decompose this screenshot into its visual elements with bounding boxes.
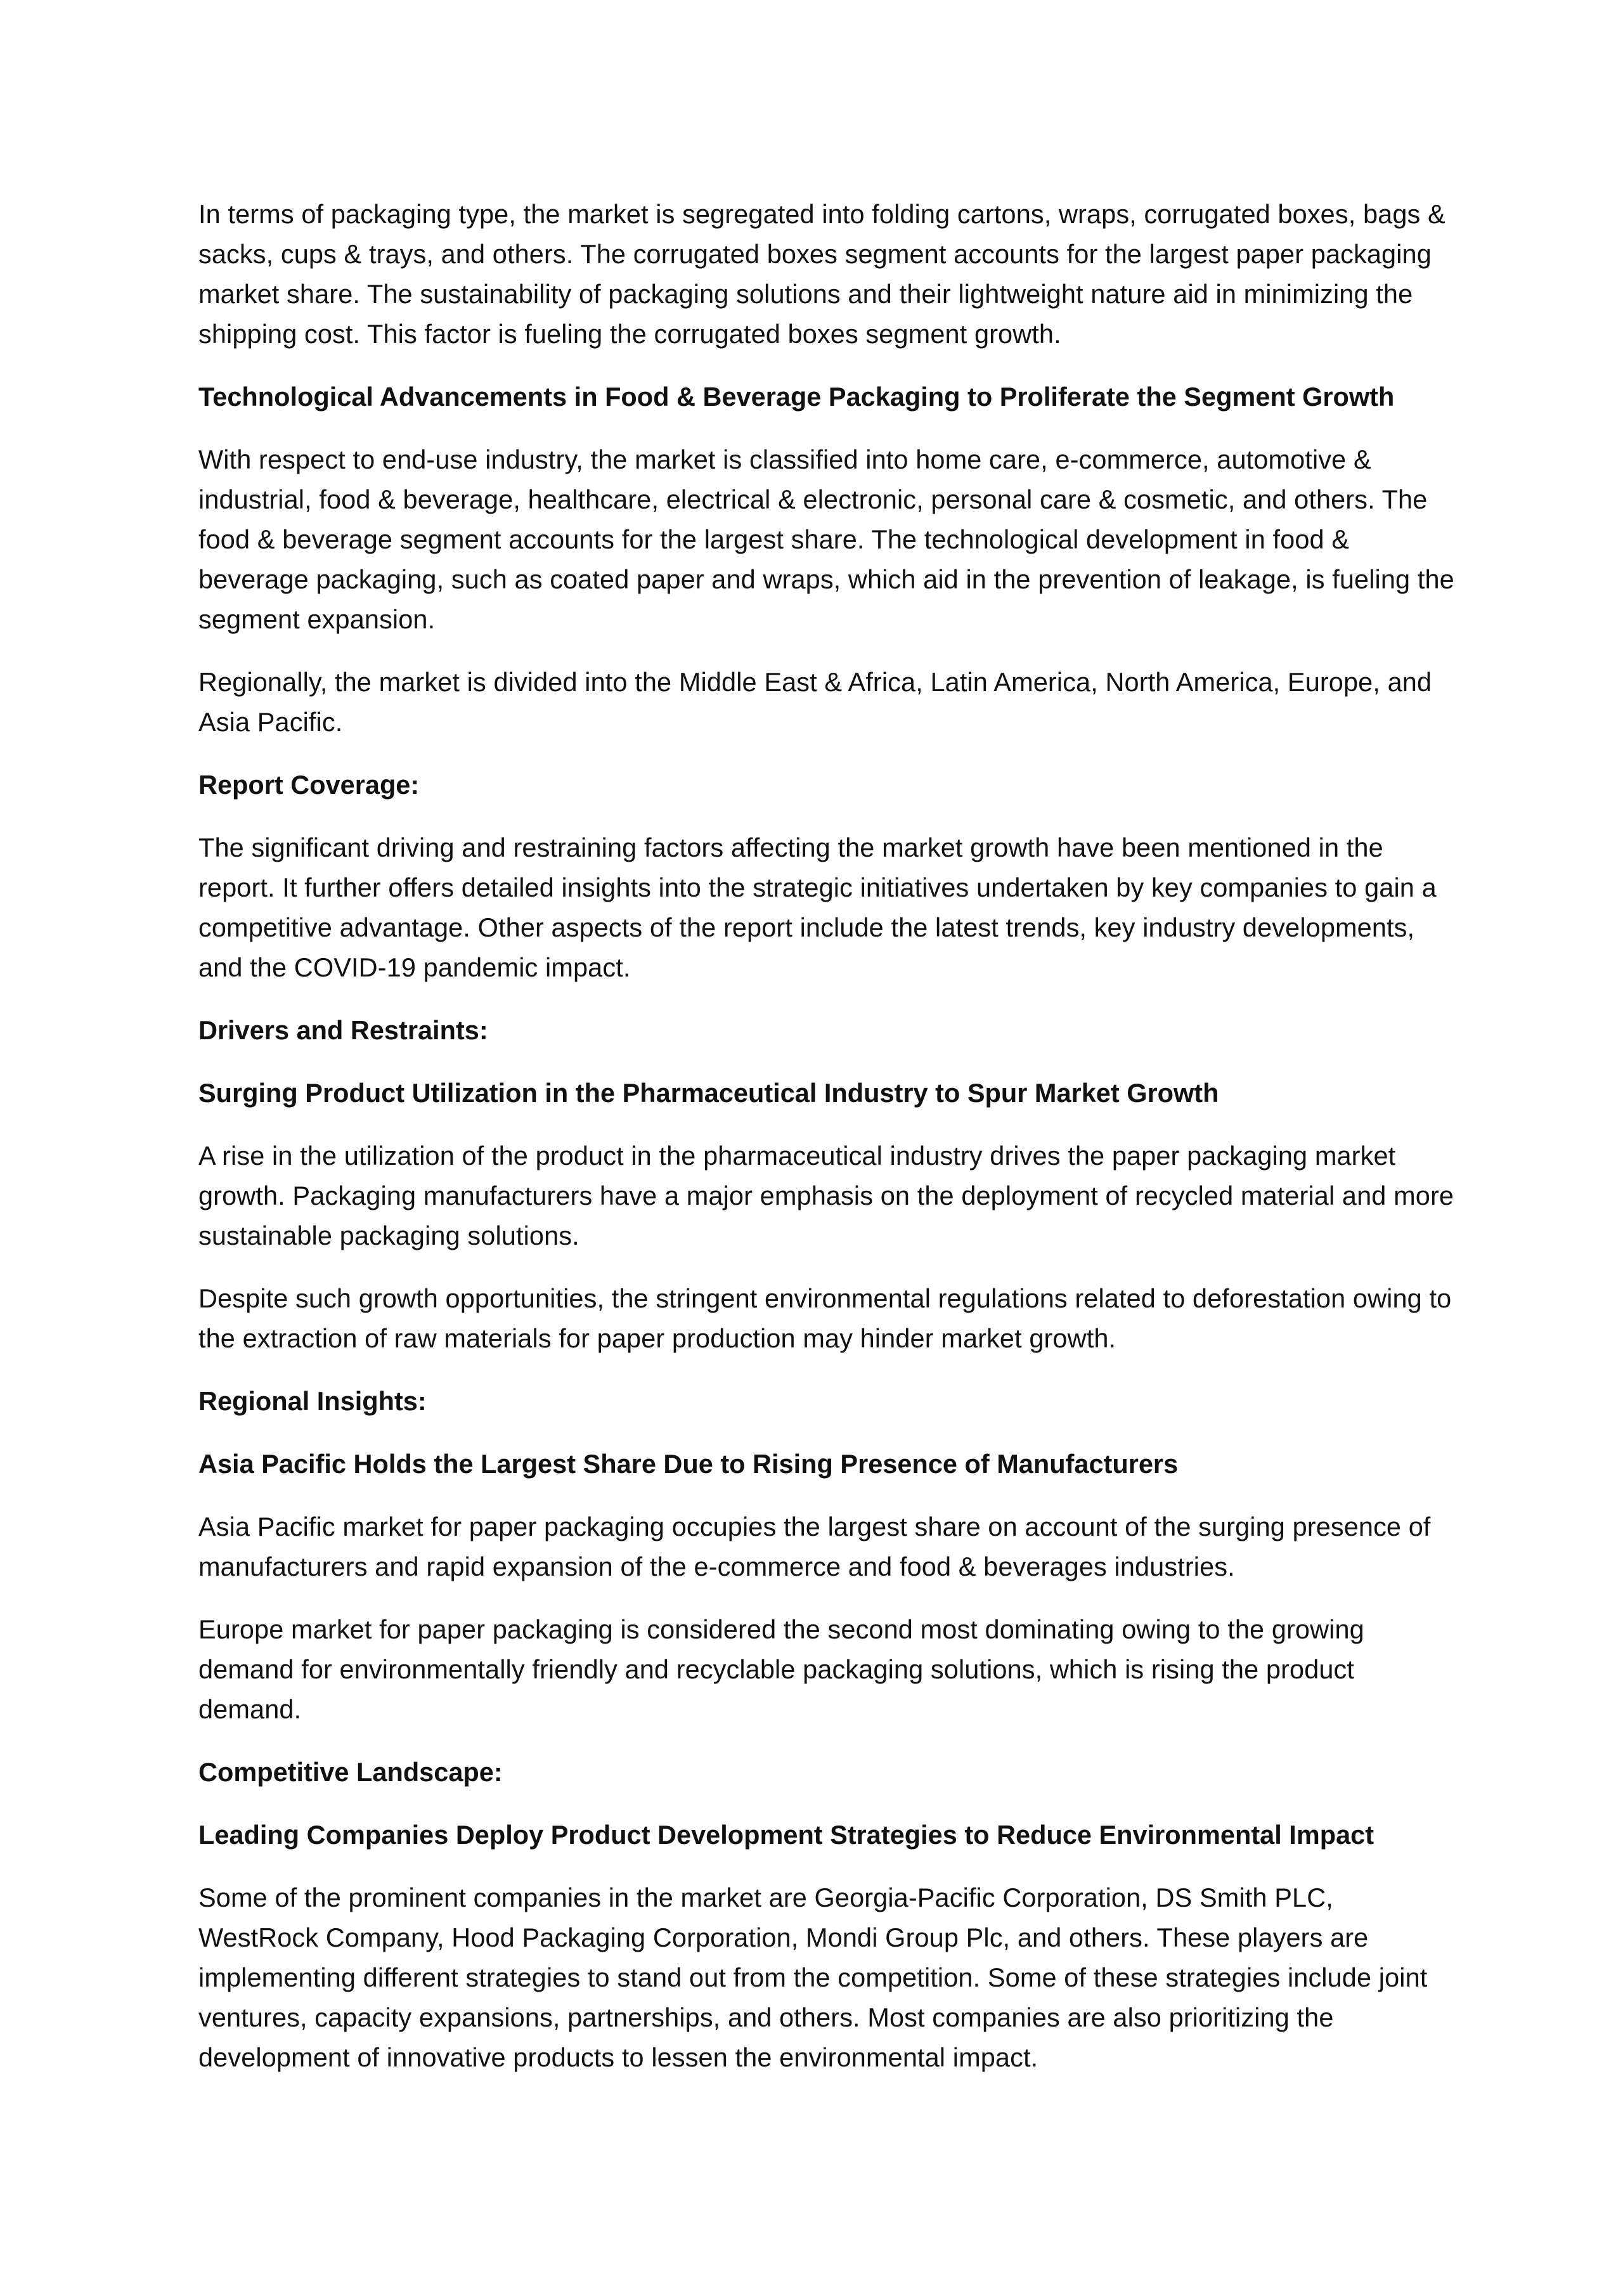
leading-companies-heading: Leading Companies Deploy Product Development Strategies to Reduce Environmental Impact bbox=[198, 1820, 1374, 1850]
prominent-companies-paragraph: Some of the prominent companies in the market are Georgia-Pacific Corporation, DS Smith PLC, WestRock Company, Hood Packaging Corporation, Mondi Group Plc, and others. These players are implementing different strategies to stand out from the competition. Some of these strategies include joint ventures, capacity expansions, partnerships, and others. Most companies are also prioritizing the development of innovative products to lessen the environmental impact. bbox=[198, 1883, 1428, 2072]
drivers-restraints-heading: Drivers and Restraints: bbox=[198, 1015, 488, 1045]
restraints-paragraph: Despite such growth opportunities, the stringent environmental regulations related to deforestation owing to the extraction of raw materials for paper production may hinder market growth. bbox=[198, 1283, 1452, 1353]
competitive-landscape-heading: Competitive Landscape: bbox=[198, 1757, 503, 1787]
regional-insights-heading: Regional Insights: bbox=[198, 1386, 427, 1416]
packaging-type-paragraph: In terms of packaging type, the market is segregated into folding cartons, wraps, corrugated boxes, bags & sacks, cups & trays, and others. The corrugated boxes segment accounts for the largest paper packaging market share. The sustainability of packaging solutions and their lightweight nature aid in minimizing the shipping cost. This factor is fueling the corrugated boxes segment growth. bbox=[198, 199, 1445, 349]
pharma-growth-paragraph: A rise in the utilization of the product in the pharmaceutical industry drives the paper packaging market growth. Packaging manufacturers have a major emphasis on the deployment of recycled material and more sustainable packaging solutions. bbox=[198, 1141, 1454, 1250]
europe-paragraph: Europe market for paper packaging is considered the second most dominating owing to the growing demand for environmentally friendly and recyclable packaging solutions, which is rising the product demand. bbox=[198, 1614, 1364, 1724]
end-use-industry-paragraph: With respect to end-use industry, the market is classified into home care, e-commerce, automotive & industrial, food & beverage, healthcare, electrical & electronic, personal care & cosmetic, and others. The food & beverage segment accounts for the largest share. The technological development in food & beverage packaging, such as coated paper and wraps, which aid in the prevention of leakage, is fueling the segment expansion. bbox=[198, 444, 1454, 634]
report-coverage-heading: Report Coverage: bbox=[198, 770, 420, 800]
pharma-growth-heading: Surging Product Utilization in the Pharmaceutical Industry to Spur Market Growth bbox=[198, 1078, 1219, 1108]
report-coverage-paragraph: The significant driving and restraining factors affecting the market growth have been mentioned in the report. It further offers detailed insights into the strategic initiatives undertaken by key companies to gain a competitive advantage. Other aspects of the report include the latest trends, key industry developments, and the COVID-19 pandemic impact. bbox=[198, 833, 1437, 982]
document-page bbox=[198, 194, 1457, 2100]
food-beverage-heading: Technological Advancements in Food & Beverage Packaging to Proliferate the Segment Growth bbox=[198, 382, 1395, 412]
asia-pacific-heading: Asia Pacific Holds the Largest Share Due to Rising Presence of Manufacturers bbox=[198, 1449, 1179, 1479]
asia-pacific-paragraph: Asia Pacific market for paper packaging occupies the largest share on account of the surging presence of manufacturers and rapid expansion of the e-commerce and food & beverages industries. bbox=[198, 1512, 1431, 1581]
regional-division-paragraph: Regionally, the market is divided into the Middle East & Africa, Latin America, North America, Europe, and Asia Pacific. bbox=[198, 667, 1432, 737]
